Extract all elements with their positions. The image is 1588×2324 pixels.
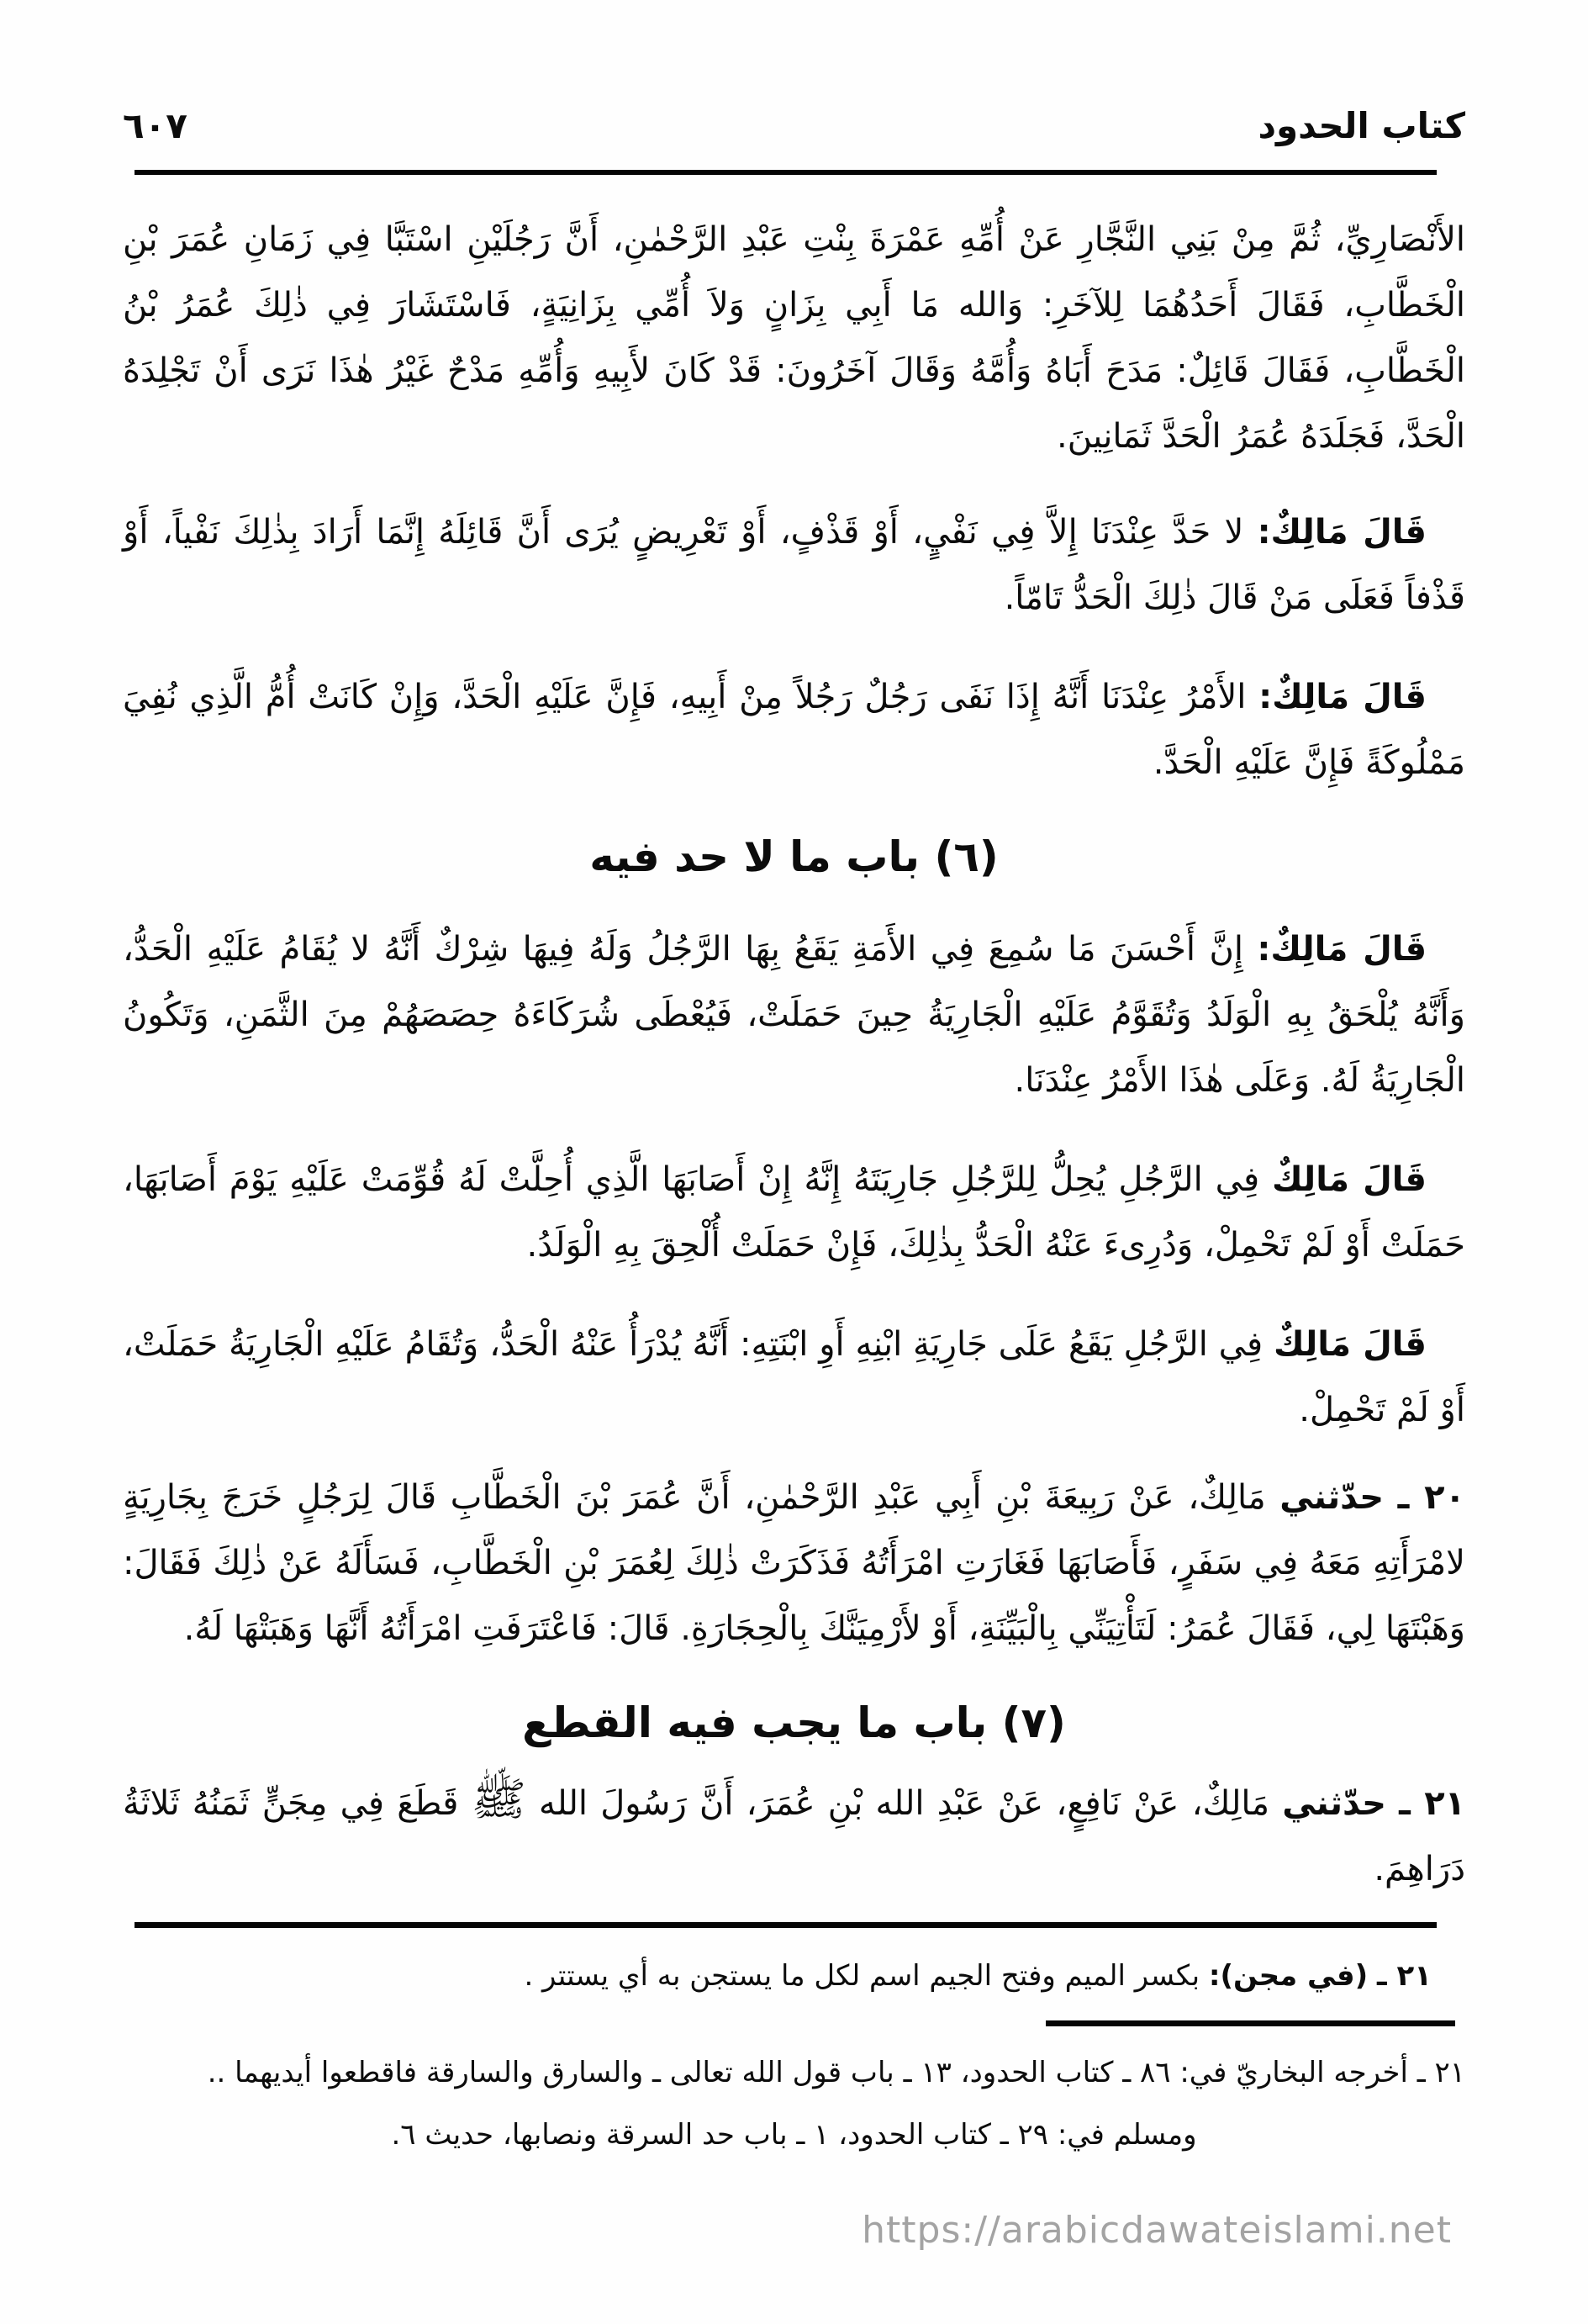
hadith-21 xyxy=(123,1771,1465,1902)
hadith-text: قَطَعَ فِي مِجَنٍّ ثَمَنُهُ ثَلاثَةُ دَرَاهِمَ. xyxy=(123,1784,1465,1888)
takhrij-footnote-line-2: ومسلم في: ٢٩ ـ كتاب الحدود، ١ ـ باب حد السرقة ونصابها، حديث ٦. xyxy=(391,2118,1197,2152)
malik-statement-2 xyxy=(123,664,1465,795)
statement-text: فِي الرَّجُلِ يُحِلُّ لِلرَّجُلِ جَارِيَتَهُ إِنَّهُ إِنْ أَصَابَهَا الَّذِي أُحِلَّتْ لَهُ قُوِّمَتْ عَلَيْهِ يَوْمَ أَصَابَهَا، حَمَلَتْ أَوْ لَمْ تَحْمِلْ، وَدُرِىءَ عَنْهُ الْحَدُّ بِذٰلِكَ، فَإِنْ حَمَلَتْ أُلْحِقَ بِهِ الْوَلَدُ. xyxy=(123,1160,1465,1265)
hadith-text: مَالِكٌ، عَنْ رَبِيعَةَ بْنِ أَبِي عَبْدِ الرَّحْمٰنِ، أَنَّ عُمَرَ بْنَ الْخَطَّابِ قَالَ لِرَجُلٍ خَرَجَ بِجَارِيَةٍ لامْرَأَتِهِ مَعَهُ فِي سَفَرٍ، فَأَصَابَهَا فَغَارَتِ امْرَأَتُهُ فَذَكَرَتْ ذٰلِكَ لِعُمَرَ بْنِ الْخَطَّابِ، فَسَأَلَهُ عَنْ ذٰلِكَ فَقَالَ: وَهَبْتَهَا لِي، فَقَالَ عُمَرُ: لَتَأْتِيَنِّي بِالْبَيِّنَةِ، أَوْ لأَرْمِيَنَّكَ بِالْحِجَارَةِ. قَالَ: فَاعْتَرَفَتِ امْرَأَتُهُ أَنَّهَا وَهَبَتْهَا لَهُ. xyxy=(123,1478,1465,1648)
header-rule xyxy=(135,170,1437,175)
takhrij-footnote-line-1: ٢١ ـ أخرجه البخاريّ في: ٨٦ ـ كتاب الحدود، ١٣ ـ باب قول الله تعالى ـ والسارق والسارقة فاقطعوا أيديهما .. xyxy=(207,2056,1465,2089)
statement-text: فِي الرَّجُلِ يَقَعُ عَلَى جَارِيَةِ ابْنِهِ أَوِ ابْنَتِهِ: أَنَّهُ يُدْرَأُ عَنْهُ الْحَدُّ، وَتُقَامُ عَلَيْهِ الْجَارِيَةُ حَمَلَتْ، أَوْ لَمْ تَحْمِلْ. xyxy=(123,1325,1465,1429)
speaker-label: قَالَ مَالِكٌ: xyxy=(1257,930,1427,969)
speaker-label: قَالَ مَالِكٌ: xyxy=(1257,513,1427,552)
chapter-6-heading: (٦) باب ما لا حد فيه xyxy=(589,832,999,881)
speaker-label: قَالَ مَالِكٌ: xyxy=(1258,678,1427,716)
malik-statement-4 xyxy=(123,1147,1465,1278)
malik-statement-1 xyxy=(123,499,1465,631)
book-title: كتاب الحدود xyxy=(1258,105,1465,146)
footnote-text: بكسر الميم وفتح الجيم اسم لكل ما يستجن به أي يستتر . xyxy=(524,1959,1200,1993)
narration-lead: حدّثني xyxy=(1282,1784,1386,1823)
hadith-text: مَالِكٌ، عَنْ نَافِعٍ، عَنْ عَبْدِ الله بْنِ عُمَرَ، أَنَّ رَسُولَ الله xyxy=(539,1784,1270,1823)
takhrij-divider xyxy=(1046,2020,1455,2026)
malik-statement-3 xyxy=(123,916,1465,1113)
paragraph-text: الأَنْصَارِيِّ، ثُمَّ مِنْ بَنِي النَّجَّارِ عَنْ أُمِّهِ عَمْرَةَ بِنْتِ عَبْدِ الرَّحْمٰنِ، أَنَّ رَجُلَيْنِ اسْتَبَّا فِي زَمَانِ عُمَرَ بْنِ الْخَطَّابِ، فَقَالَ أَحَدُهُمَا لِلآخَرِ: وَالله مَا أَبِي بِزَانٍ وَلاَ أُمِّي بِزَانِيَةٍ، فَاسْتَشَارَ فِي ذٰلِكَ عُمَرُ بْنُ الْخَطَّابِ، فَقَالَ قَائِلٌ: مَدَحَ أَبَاهُ وَأُمَّهُ وَقَالَ آخَرُونَ: قَدْ كَانَ لأَبِيهِ وَأُمِّهِ مَدْحٌ غَيْرُ هٰذَا نَرَى أَنْ تَجْلِدَهُ الْحَدَّ، فَجَلَدَهُ عُمَرُ الْحَدَّ ثَمَانِينَ. xyxy=(123,220,1465,456)
opening-paragraph xyxy=(123,207,1465,469)
chapter-7-heading: (٧) باب ما يجب فيه القطع xyxy=(522,1698,1066,1747)
speaker-label: قَالَ مَالِكٌ xyxy=(1273,1325,1427,1364)
footnote-divider xyxy=(135,1922,1437,1928)
hadith-20 xyxy=(123,1465,1465,1661)
page-header xyxy=(123,0,1465,150)
narration-lead: حدّثني xyxy=(1279,1478,1385,1517)
malik-statement-5 xyxy=(123,1312,1465,1443)
gloss-footnote xyxy=(123,1952,1465,2000)
statement-text: الأَمْرُ عِنْدَنَا أَنَّهُ إِذَا نَفَى رَجُلٌ رَجُلاً مِنْ أَبِيهِ، فَإِنَّ عَلَيْهِ الْحَدَّ، وَإِنْ كَانَتْ أُمُّ الَّذِي نُفِيَ مَمْلُوكَةً فَإِنَّ عَلَيْهِ الْحَدَّ. xyxy=(123,678,1465,782)
saw-ligature: ﷺ xyxy=(471,1772,526,1825)
page-number: ٦٠٧ xyxy=(123,105,187,146)
footnote-term: (في مجن): xyxy=(1208,1959,1369,1993)
statement-text: إِنَّ أَحْسَنَ مَا سُمِعَ فِي الأَمَةِ يَقَعُ بِهَا الرَّجُلُ وَلَهُ فِيهَا شِرْكٌ أَنَّهُ لا يُقَامُ عَلَيْهِ الْحَدُّ، وَأَنَّهُ يُلْحَقُ بِهِ الْوَلَدُ وَتُقَوَّمُ عَلَيْهِ الْجَارِيَةُ حِينَ حَمَلَتْ، فَيُعْطَى شُرَكَاءَهُ حِصَصَهُمْ مِنَ الثَّمَنِ، وَتَكُونُ الْجَارِيَةُ لَهُ. وَعَلَى هٰذَا الأَمْرُ عِنْدَنَا. xyxy=(123,930,1465,1100)
speaker-label: قَالَ مَالِكٌ xyxy=(1271,1160,1427,1199)
footnote-number: ٢١ ـ xyxy=(1377,1959,1432,1993)
statement-text: لا حَدَّ عِنْدَنَا إِلاَّ فِي نَفْيٍ، أَوْ قَذْفٍ، أَوْ تَعْرِيضٍ يُرَى أَنَّ قَائِلَهُ إِنَّمَا أَرَادَ بِذٰلِكَ نَفْياً، أَوْ قَذْفاً فَعَلَى مَنْ قَالَ ذٰلِكَ الْحَدُّ تَامّاً. xyxy=(123,513,1465,617)
hadith-number: ٢٠ ـ xyxy=(1397,1478,1465,1517)
site-watermark: https://arabicdawateislami.net xyxy=(862,2209,1452,2252)
hadith-number: ٢١ ـ xyxy=(1399,1784,1466,1823)
